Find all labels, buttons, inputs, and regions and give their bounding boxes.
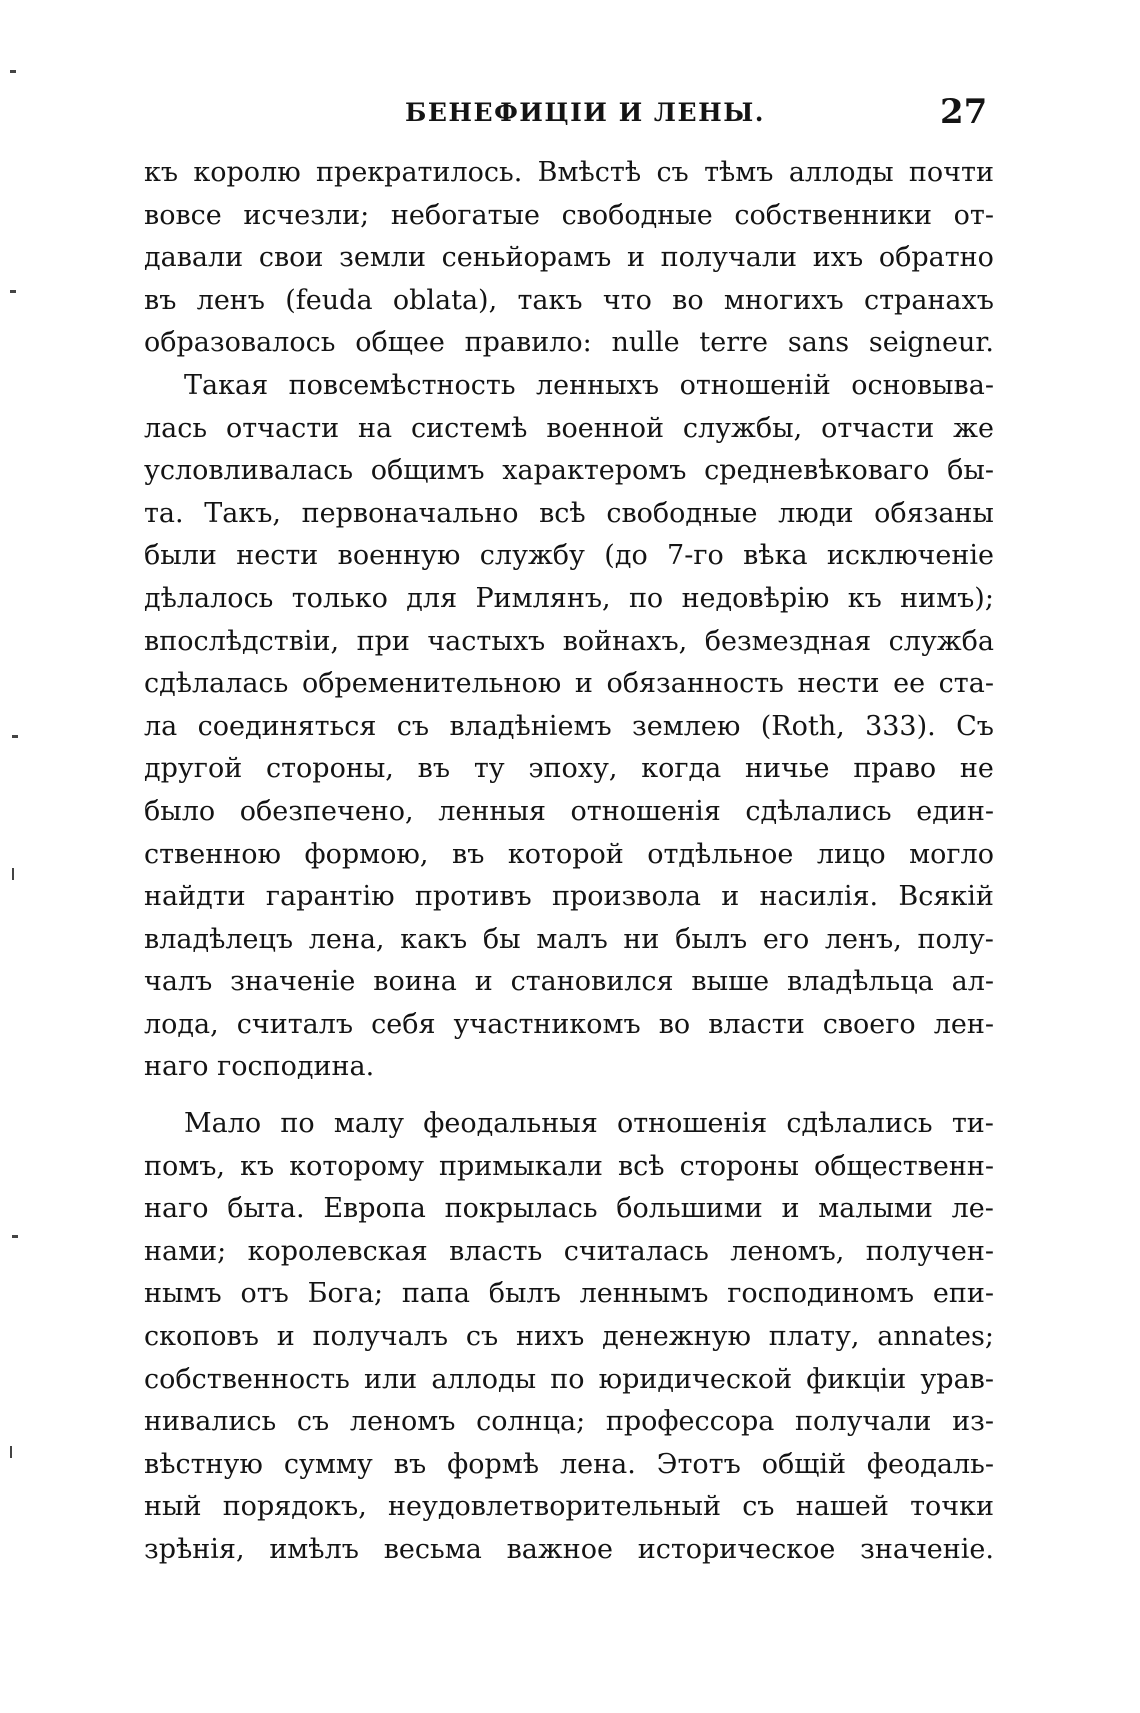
paragraph-3	[144, 1103, 994, 1572]
text-line: ла соединяться съ владѣніемъ землею (Roth, 333). Съ	[144, 710, 994, 742]
text-line: Такая повсемѣстность ленныхъ отношеній основыва-	[184, 369, 994, 401]
margin-speck	[12, 735, 18, 738]
text-line: чалъ значеніе воина и становился выше владѣльца ал-	[144, 966, 994, 998]
text-line: владѣлецъ лена, какъ бы малъ ни былъ его ленъ, полу-	[144, 923, 994, 955]
text-line: собственность или аллоды по юридической фикціи урав-	[144, 1363, 994, 1395]
text-line: условливалась общимъ характеромъ средневѣковаго бы-	[144, 455, 994, 487]
text-line: было обезпечено, ленныя отношенія сдѣлались един-	[144, 795, 994, 827]
text-line: были нести военную службу (до 7-го вѣка исключеніе	[144, 540, 994, 572]
text-line: лась отчасти на системѣ военной службы, отчасти же	[144, 412, 994, 444]
text-line: нами; королевская власть считалась леномъ, получен-	[144, 1235, 994, 1267]
margin-speck	[12, 1235, 18, 1238]
text-line: къ королю прекратилось. Вмѣстѣ съ тѣмъ аллоды почти	[144, 157, 994, 188]
text-line: сдѣлалась обременительною и обязанность нести ее ста-	[144, 668, 994, 700]
text-line: та. Такъ, первоначально всѣ свободные люди обязаны	[144, 497, 994, 529]
text-line: впослѣдствіи, при частыхъ войнахъ, безмездная служба	[144, 625, 994, 657]
text-line: ный порядокъ, неудовлетворительный съ нашей точки	[144, 1491, 994, 1523]
text-line: образовалось общее правило: nulle terre sans seigneur.	[144, 327, 994, 359]
text-line: найдти гарантію противъ произвола и насилія. Всякій	[144, 881, 994, 913]
margin-speck	[10, 290, 16, 293]
text-line: зрѣнія, имѣлъ весьма важное историческое значеніе.	[144, 1534, 994, 1565]
paragraph-1	[144, 152, 994, 365]
text-line: ственною формою, въ которой отдѣльное лицо могло	[144, 838, 994, 870]
text-line: наго господина.	[144, 1051, 375, 1083]
text-line: наго быта. Европа покрылась большими и малыми ле-	[144, 1193, 994, 1225]
text-line: нивались съ леномъ солнца; профессора получали из-	[144, 1406, 994, 1438]
text-line: лода, считалъ себя участникомъ во власти своего лен-	[144, 1008, 994, 1040]
text-line: дѣлалось только для Римлянъ, по недовѣрію къ нимъ);	[144, 582, 994, 614]
text-line: скоповъ и получалъ съ нихъ денежную плату, annates;	[144, 1321, 994, 1353]
paragraph-2	[144, 365, 994, 1089]
text-line: вовсе исчезли; небогатые свободные собственники от-	[144, 199, 994, 231]
text-line: помъ, къ которому примыкали всѣ стороны общественн-	[144, 1150, 994, 1182]
margin-speck	[12, 868, 14, 880]
text-line: Мало по малу феодальныя отношенія сдѣлались ти-	[184, 1108, 994, 1140]
margin-speck	[10, 70, 16, 73]
margin-speck	[10, 1446, 12, 1458]
page-number: 27	[940, 92, 988, 132]
text-line: другой стороны, въ ту эпоху, когда ничье право не	[144, 753, 994, 785]
body-text	[144, 152, 994, 1572]
text-line: въ ленъ (feuda oblata), такъ что во многихъ странахъ	[144, 284, 994, 316]
text-line: нымъ отъ Бога; папа былъ леннымъ господиномъ епи-	[144, 1278, 994, 1310]
running-title: БЕНЕФИЦІИ И ЛЕНЫ.	[405, 98, 765, 127]
text-line: давали свои земли сеньйорамъ и получали ихъ обратно	[144, 242, 994, 274]
text-line: вѣстную сумму въ формѣ лена. Этотъ общій феодаль-	[144, 1448, 994, 1480]
